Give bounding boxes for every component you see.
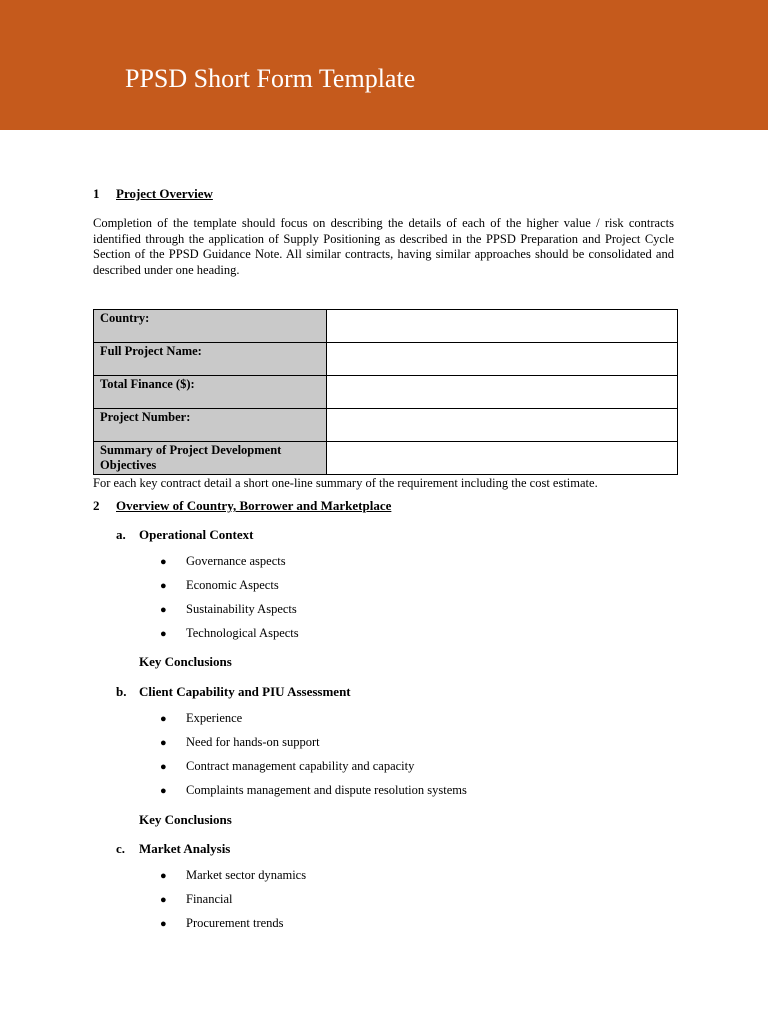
bullet-icon: ● xyxy=(160,761,167,773)
table-row xyxy=(94,310,678,343)
list-item-text: Economic Aspects xyxy=(186,578,279,592)
section-1-number: 1 xyxy=(93,186,100,201)
list-item-text: Complaints management and dispute resolution systems xyxy=(186,783,467,797)
list-item-text: Experience xyxy=(186,711,243,725)
table-row xyxy=(94,442,678,475)
list-item xyxy=(160,710,242,727)
header-banner xyxy=(0,0,768,130)
subsection-c-title: Market Analysis xyxy=(139,841,231,856)
table-row xyxy=(94,376,678,409)
subsection-b-heading xyxy=(116,684,351,700)
list-item-text: Market sector dynamics xyxy=(186,868,307,882)
row-value-country[interactable] xyxy=(327,310,678,343)
subsection-a-heading xyxy=(116,527,253,543)
bullet-icon: ● xyxy=(160,894,167,906)
row-value-total-finance[interactable] xyxy=(327,376,678,409)
bullet-icon: ● xyxy=(160,918,167,930)
section-1-paragraph: Completion of the template should focus on describing the details of each of the higher value / risk contracts identified through the application of Supply Positioning as described in the PPSD Preparation and Project Cycle Section of the PPSD Guidance Note. All similar contracts, having similar approaches should be consolidated and described under one heading. xyxy=(93,216,674,277)
section-2-title: Overview of Country, Borrower and Marketplace xyxy=(116,498,392,513)
row-label-total-finance: Total Finance ($): xyxy=(94,376,327,409)
list-item xyxy=(160,577,279,594)
key-conclusions-a: Key Conclusions xyxy=(139,654,232,669)
list-item-text: Contract management capability and capacity xyxy=(186,759,415,773)
table-footnote: For each key contract detail a short one-line summary of the requirement including the cost estimate. xyxy=(93,476,598,490)
row-value-project-number[interactable] xyxy=(327,409,678,442)
row-value-pdo-summary[interactable] xyxy=(327,442,678,475)
bullet-icon: ● xyxy=(160,785,167,797)
list-item xyxy=(160,867,306,884)
list-item xyxy=(160,891,233,908)
row-label-project-number: Project Number: xyxy=(94,409,327,442)
row-label-country: Country: xyxy=(94,310,327,343)
subsection-c-heading xyxy=(116,841,230,857)
list-item-text: Governance aspects xyxy=(186,554,286,568)
row-label-pdo-summary: Summary of Project Development Objectives xyxy=(94,442,327,475)
table-row xyxy=(94,409,678,442)
key-conclusions-b: Key Conclusions xyxy=(139,812,232,827)
list-item-text: Financial xyxy=(186,892,233,906)
list-item xyxy=(160,915,284,932)
bullet-icon: ● xyxy=(160,580,167,592)
list-item-text: Procurement trends xyxy=(186,916,284,930)
subsection-c-letter: c. xyxy=(116,841,126,856)
section-1-title: Project Overview xyxy=(116,186,213,201)
list-item xyxy=(160,734,320,751)
project-info-table xyxy=(93,309,678,475)
section-2-number: 2 xyxy=(93,498,100,513)
subsection-a-title: Operational Context xyxy=(139,527,254,542)
list-item xyxy=(160,553,286,570)
list-item-text: Technological Aspects xyxy=(186,626,299,640)
section-2-heading xyxy=(93,498,391,514)
bullet-icon: ● xyxy=(160,870,167,882)
bullet-icon: ● xyxy=(160,737,167,749)
document-title: PPSD Short Form Template xyxy=(125,64,416,93)
list-item xyxy=(160,625,299,642)
subsection-b-letter: b. xyxy=(116,684,127,699)
bullet-icon: ● xyxy=(160,628,167,640)
row-value-full-project-name[interactable] xyxy=(327,343,678,376)
row-label-full-project-name: Full Project Name: xyxy=(94,343,327,376)
table-row xyxy=(94,343,678,376)
subsection-b-title: Client Capability and PIU Assessment xyxy=(139,684,351,699)
list-item xyxy=(160,601,297,618)
section-1-heading xyxy=(93,186,213,202)
bullet-icon: ● xyxy=(160,713,167,725)
list-item xyxy=(160,758,414,775)
bullet-icon: ● xyxy=(160,556,167,568)
list-item xyxy=(160,782,467,799)
list-item-text: Need for hands-on support xyxy=(186,735,320,749)
bullet-icon: ● xyxy=(160,604,167,616)
list-item-text: Sustainability Aspects xyxy=(186,602,297,616)
subsection-a-letter: a. xyxy=(116,527,126,542)
